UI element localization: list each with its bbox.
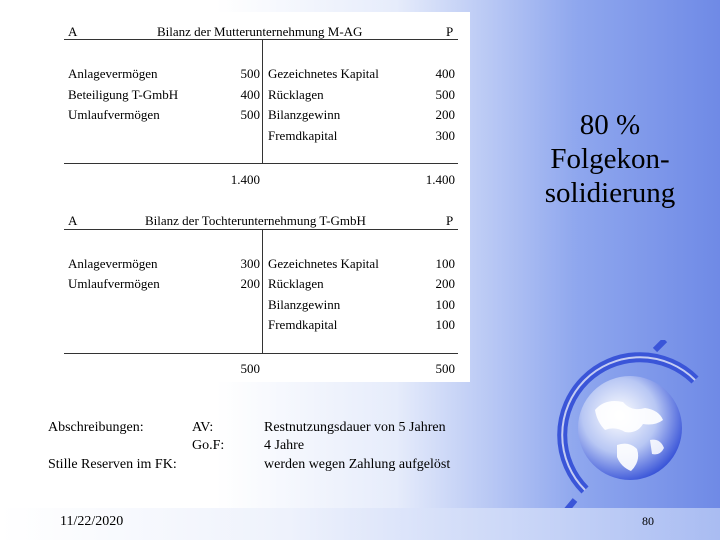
sheet1-total-left: 1.400 [230, 172, 260, 187]
sheet2-liability-value: 100 [435, 256, 455, 271]
notes-av-text: Restnutzungsdauer von 5 Jahren [264, 420, 446, 435]
slide-title-line: Folgekon- [550, 143, 670, 175]
sheet1-liability-label: Gezeichnetes Kapital [268, 66, 379, 81]
sheet1-liability-label: Bilanzgewinn [268, 107, 341, 122]
sheet1-asset-label: Umlaufvermögen [68, 107, 160, 122]
sheet1-total-rule [64, 163, 458, 164]
sheet2-asset-label: Anlagevermögen [68, 256, 158, 271]
slide-title-line: 80 % [579, 109, 641, 141]
sheet2-liability-label: Rücklagen [268, 276, 324, 291]
sheet2-liability-value: 100 [435, 297, 455, 312]
sheet2-asset-label: Umlaufvermögen [68, 276, 160, 291]
sheet1-left-label: A [68, 24, 78, 39]
notes-fk-text: werden wegen Zahlung aufgelöst [264, 457, 451, 472]
sheet1-asset-value: 400 [240, 87, 260, 102]
sheet1-liability-value: 300 [435, 128, 455, 143]
notes-stille-reserven-label: Stille Reserven im FK: [48, 457, 177, 472]
sheet2-total-left: 500 [240, 361, 260, 376]
footer-date: 11/22/2020 [60, 514, 124, 529]
sheet1-liability-label: Fremdkapital [268, 128, 338, 143]
sheet1-asset-value: 500 [240, 107, 260, 122]
sheet2-divider [262, 229, 263, 354]
sheet2-liability-label: Gezeichnetes Kapital [268, 256, 379, 271]
sheet1-liability-value: 200 [435, 107, 455, 122]
sheet1-liability-value: 400 [435, 66, 455, 81]
sheet1-right-label: P [446, 24, 454, 39]
sheet2-title: Bilanz der Tochterunternehmung T-GmbH [145, 213, 366, 228]
sheet1-liability-label: Rücklagen [268, 87, 324, 102]
sheet2-asset-value: 200 [240, 276, 260, 291]
sheet1-asset-label: Anlagevermögen [68, 66, 158, 81]
sheet2-total-rule [64, 353, 458, 354]
globe-icon [545, 340, 720, 515]
sheet1-asset-value: 500 [240, 66, 260, 81]
sheet1-divider [262, 39, 263, 164]
sheet1-liability-value: 500 [435, 87, 455, 102]
sheet2-right-label: P [446, 213, 454, 228]
sheet2-top-rule [64, 229, 458, 230]
sheet1-top-rule [64, 39, 458, 40]
slide-title [520, 108, 700, 210]
sheet2-liability-label: Fremdkapital [268, 317, 338, 332]
footer-page-number: 80 [642, 514, 654, 528]
notes-gof-text: 4 Jahre [264, 438, 305, 453]
notes-abschreibungen-label: Abschreibungen: [48, 420, 144, 435]
notes-av-label: AV: [192, 420, 214, 435]
sheet2-liability-label: Bilanzgewinn [268, 297, 341, 312]
slide-title-line: solidierung [544, 177, 676, 209]
sheet1-total-right: 1.400 [425, 172, 455, 187]
sheet2-total-right: 500 [435, 361, 455, 376]
sheet2-asset-value: 300 [240, 256, 260, 271]
sheet2-liability-value: 200 [435, 276, 455, 291]
notes-gof-label: Go.F: [192, 438, 225, 453]
sheet1-asset-label: Beteiligung T-GmbH [68, 87, 179, 102]
sheet2-left-label: A [68, 213, 78, 228]
sheet2-liability-value: 100 [435, 317, 455, 332]
sheet1-title: Bilanz der Mutterunternehmung M-AG [157, 24, 363, 39]
